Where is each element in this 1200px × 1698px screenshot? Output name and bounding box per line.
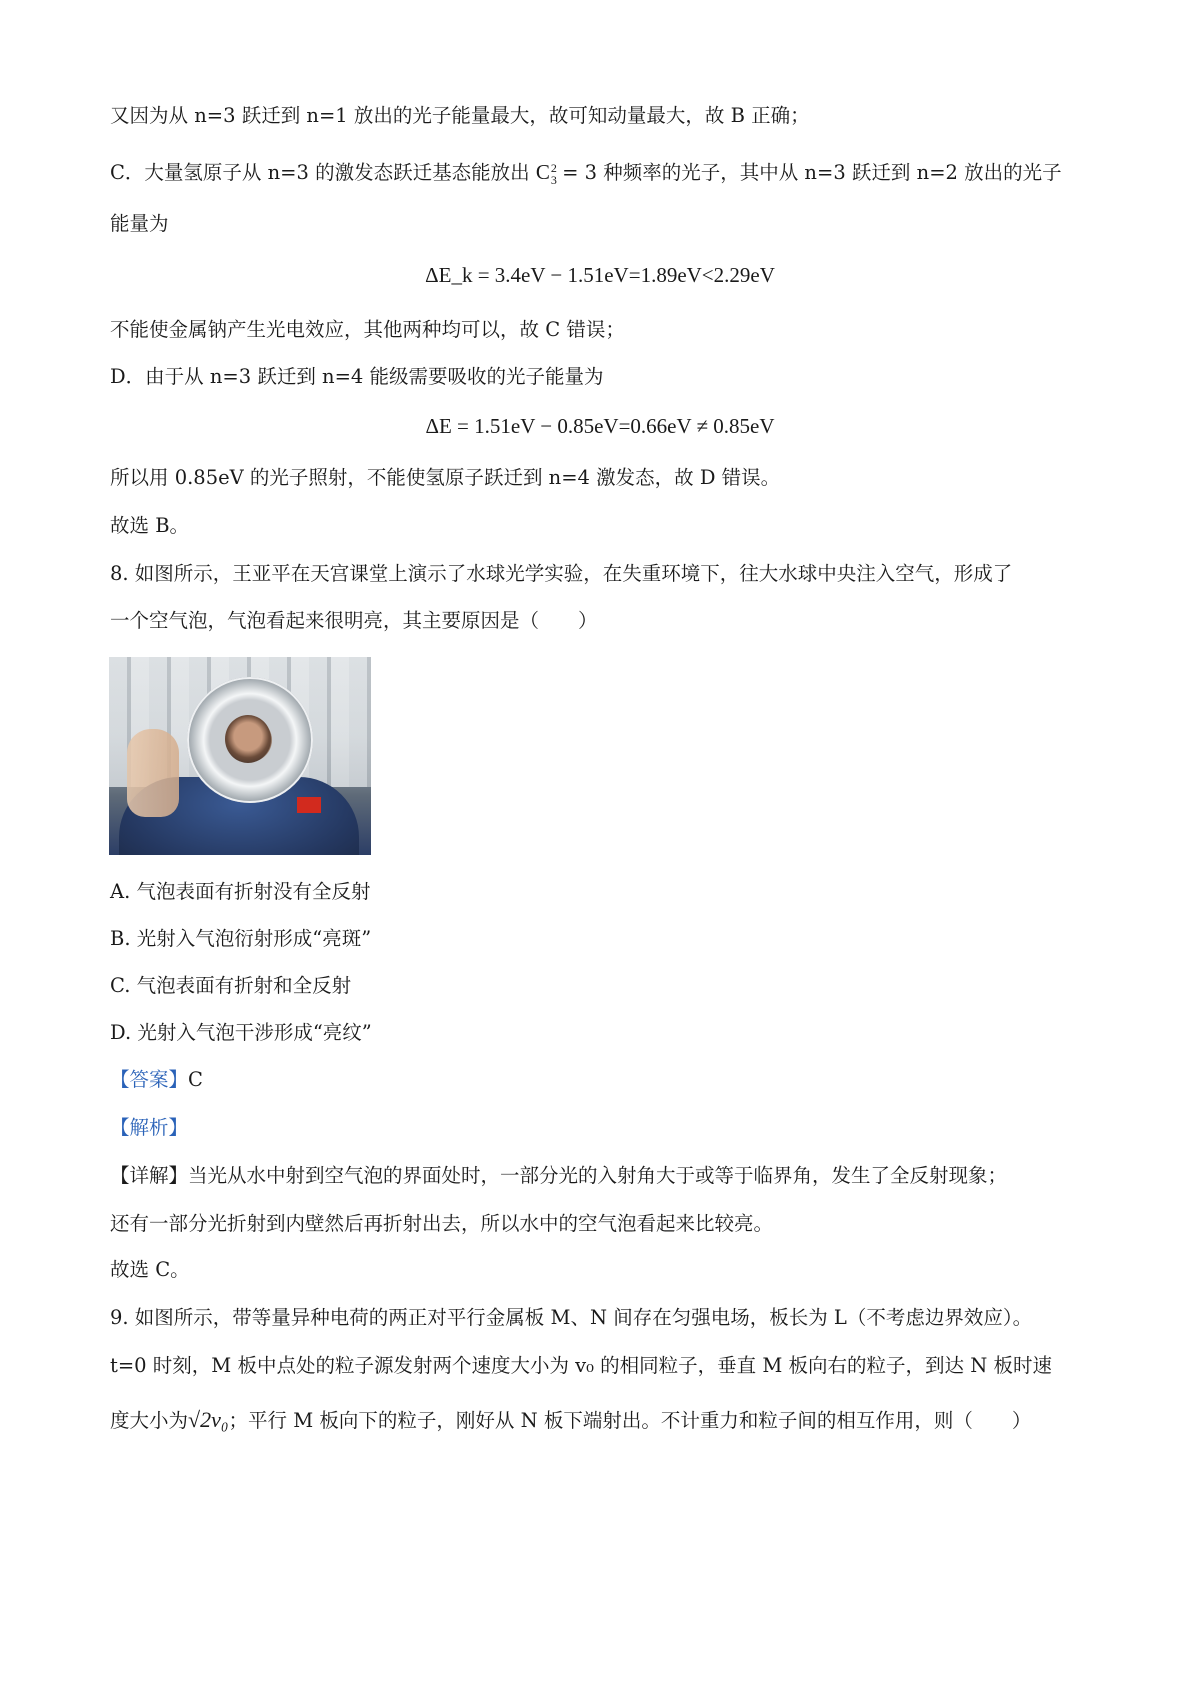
answer-line [110, 1068, 203, 1092]
flag-patch [297, 797, 321, 813]
line-4: 不能使金属钠产生光电效应，其他两种均可以，故 C 错误； [110, 318, 625, 341]
line-8: 故选 C。 [110, 1258, 190, 1281]
line-5: D．由于从 n=3 跃迁到 n=4 能级需要吸收的光子能量为 [110, 365, 604, 388]
detail-line-2: 还有一部分光折射到内壁然后再折射出去，所以水中的空气泡看起来比较亮。 [110, 1212, 774, 1235]
question-9-line-2: t=0 时刻，M 板中点处的粒子源发射两个速度大小为 v₀ 的相同粒子，垂直 M 板向右的粒子，到达 N 板时速 [110, 1354, 1052, 1377]
line-1: 又因为从 n=3 跃迁到 n=1 放出的光子能量最大，故可知动量最大，故 B 正确； [110, 104, 810, 127]
line-2-text-a: C．大量氢原子从 n=3 的激发态跃迁基态能放出 [110, 161, 530, 184]
line-2-text-c: = 3 种频率的光子，其中从 n=3 跃迁到 n=2 放出的光子 [562, 161, 1062, 184]
option-a: A. 气泡表面有折射没有全反射 [110, 880, 371, 903]
option-d: D. 光射入气泡干涉形成“亮纹” [110, 1021, 372, 1044]
question-8-line-1: 8. 如图所示，王亚平在天宫课堂上演示了水球光学实验，在失重环境下，往大水球中央注入空气，形成了 [110, 562, 1013, 585]
question-9-line-3: 度大小为√2v₀；平行 M 板向下的粒子，刚好从 N 板下端射出。不计重力和粒子间的相互作用，则（ ） [110, 1407, 1032, 1432]
option-b: B. 光射入气泡衍射形成“亮斑” [110, 927, 372, 950]
answer-value: C [188, 1068, 203, 1091]
equation-2: ΔE = 1.51eV − 0.85eV=0.66eV ≠ 0.85eV [425, 414, 775, 438]
line-2 [110, 160, 1062, 186]
line-6: 所以用 0.85eV 的光子照射，不能使氢原子跃迁到 n=4 激发态，故 D 错误。 [110, 466, 781, 489]
question-9-line-1: 9. 如图所示，带等量异种电荷的两正对平行金属板 M、N 间存在匀强电场，板长为 L（不考虑边界效应）。 [110, 1306, 1033, 1329]
line-3: 能量为 [110, 212, 169, 235]
question-8-line-2: 一个空气泡，气泡看起来很明亮，其主要原因是（ ） [110, 609, 598, 632]
combination-symbol: C 2 3 [535, 160, 557, 188]
detail-line-1: 【详解】当光从水中射到空气泡的界面处时，一部分光的入射角大于或等于临界角，发生了全反射现象； [110, 1164, 1008, 1187]
analysis-tag: 【解析】 [110, 1116, 189, 1139]
answer-tag: 【答案】 [110, 1068, 189, 1091]
line-7: 故选 B。 [110, 514, 190, 537]
option-c: C. 气泡表面有折射和全反射 [110, 974, 352, 997]
equation-1: ΔE_k = 3.4eV − 1.51eV=1.89eV<2.29eV [425, 263, 775, 287]
water-ball-photo [109, 657, 371, 855]
sqrt2-v0: √2v₀ [188, 1407, 229, 1432]
